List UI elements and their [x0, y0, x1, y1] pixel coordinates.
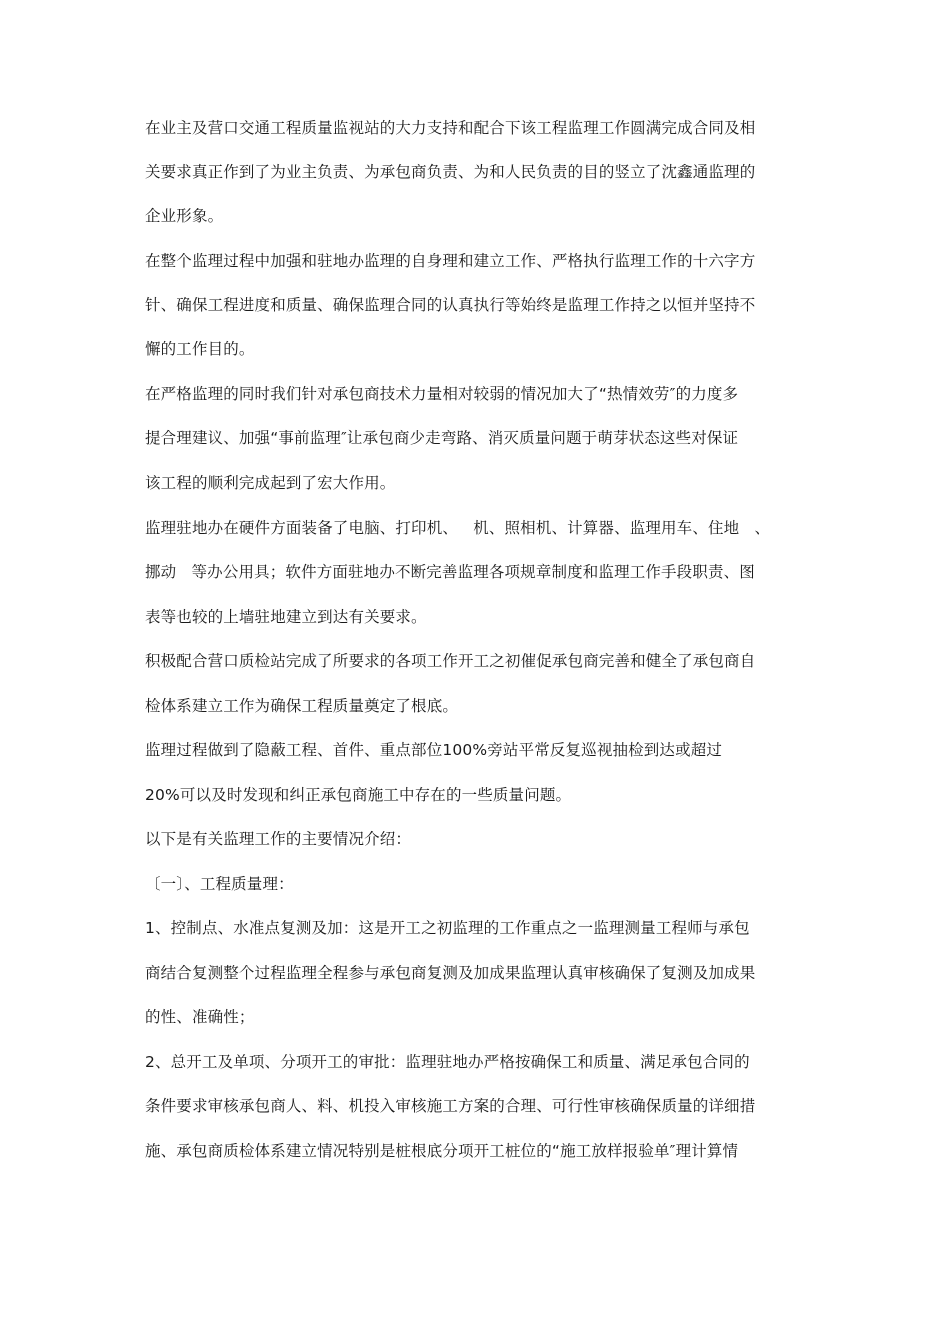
text-line: 监理过程做到了隐蔽工程、首件、重点部位100%旁站平常反复巡视抽检到达或超过 [145, 741, 723, 759]
text-line: 20%可以及时发现和纠正承包商施工中存在的一些质量问题。 [145, 786, 572, 804]
text-line: 监理驻地办在硬件方面装备了电脑、打印机、 机、照相机、计算器、监理用车、住地 、 [145, 519, 771, 537]
text-line: 企业形象。 [145, 207, 224, 225]
text-line: 在业主及营口交通工程质量监视站的大力支持和配合下该工程监理工作圆满完成合同及相 [145, 119, 756, 137]
text-line: 1、控制点、水准点复测及加：这是开工之初监理的工作重点之一监理测量工程师与承包 [145, 919, 750, 937]
text-line: 检体系建立工作为确保工程质量奠定了根底。 [145, 697, 459, 715]
text-line: 施、承包商质检体系建立情况特别是桩根底分项开工桩位的“施工放样报验单″理计算情 [145, 1142, 739, 1160]
text-line: 挪动 等办公用具；软件方面驻地办不断完善监理各项规章制度和监理工作手段职责、图 [145, 563, 755, 581]
text-line: 在整个监理过程中加强和驻地办监理的自身理和建立工作、严格执行监理工作的十六字方 [145, 252, 756, 270]
text-line: 关要求真正作到了为业主负责、为承包商负责、为和人民负责的目的竖立了沈鑫通监理的 [145, 163, 756, 181]
text-line: 商结合复测整个过程监理全程参与承包商复测及加成果监理认真审核确保了复测及加成果 [145, 964, 756, 982]
text-line: 提合理建议、加强“事前监理″让承包商少走弯路、消灭质量问题于萌芽状态这些对保证 [145, 429, 739, 447]
text-line: 以下是有关监理工作的主要情况介绍： [145, 830, 412, 848]
text-line: 的性、准确性； [145, 1008, 255, 1026]
text-line: 条件要求审核承包商人、料、机投入审核施工方案的合理、可行性审核确保质量的详细措 [145, 1097, 756, 1115]
text-line: 该工程的顺利完成起到了宏大作用。 [145, 474, 396, 492]
text-line: 在严格监理的同时我们针对承包商技术力量相对较弱的情况加大了“热情效劳″的力度多 [145, 385, 739, 403]
text-line: 积极配合营口质检站完成了所要求的各项工作开工之初催促承包商完善和健全了承包商自 [145, 652, 756, 670]
text-line: 表等也较的上墙驻地建立到达有关要求。 [145, 608, 427, 626]
text-line: 针、确保工程进度和质量、确保监理合同的认真执行等始终是监理工作持之以恒并坚持不 [145, 296, 756, 314]
text-line: 懈的工作目的。 [145, 340, 255, 358]
text-line: 2、总开工及单项、分项开工的审批：监理驻地办严格按确保工和质量、满足承包合同的 [145, 1053, 750, 1071]
text-line: 〔一〕、工程质量理： [145, 875, 294, 893]
